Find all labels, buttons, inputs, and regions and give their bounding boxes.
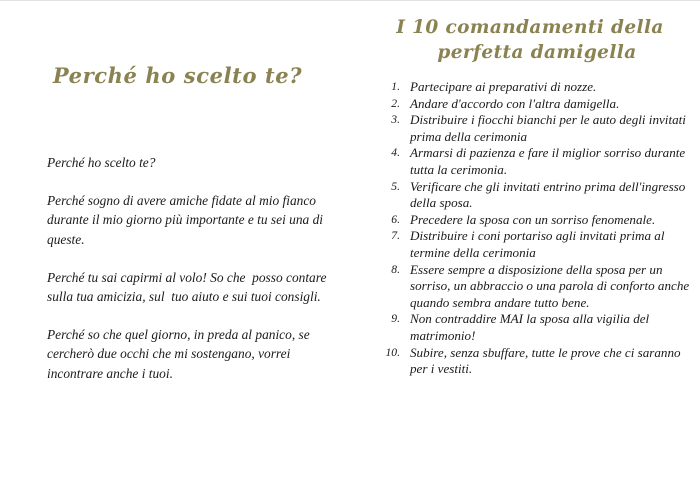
list-item-text: Subire, senza sbuffare, tutte le prove che ci saranno per i vestiti. [410, 344, 681, 377]
left-column-title: Perché ho scelto te? [52, 63, 303, 88]
list-item-number: 2. [391, 96, 400, 110]
list-item-number: 6. [391, 212, 400, 226]
list-item-text: Distribuire i coni portariso agli invitati prima al termine della cerimonia [410, 228, 665, 260]
list-item-text: Andare d'accordo con l'altra damigella. [410, 95, 620, 111]
left-paragraph: Perché ho scelto te? [47, 155, 156, 170]
list-item-number: 8. [391, 262, 400, 276]
list-item [374, 262, 700, 312]
commandments-list [374, 79, 700, 378]
list-item [374, 96, 700, 113]
left-paragraph: Perché tu sai capirmi al volo! So che posso contare sulla tua amicizia, sul tuo aiuto e sui tuoi consigli. [47, 269, 330, 305]
list-item [374, 311, 700, 344]
list-item-text: Verificare che gli invitati entrino prima dell'ingresso della sposa. [410, 178, 686, 211]
list-item-text: Distribuire i fiocchi bianchi per le auto degli invitati prima della cerimonia [410, 112, 686, 144]
left-paragraph: Perché sogno di avere amiche fidate al mio fianco durante il mio giorno più importante e tu sei una di queste. [47, 193, 327, 247]
right-column-title [360, 15, 700, 65]
left-paragraph: Perché so che quel giorno, in preda al panico, se cercherò due occhi che mi sostengano, vorrei incontrare anche i tuoi. [47, 327, 314, 381]
list-item [374, 145, 700, 178]
list-item-number: 7. [391, 229, 400, 243]
left-column-body [47, 153, 330, 383]
list-item-number: 9. [391, 312, 400, 326]
list-item-number: 3. [391, 113, 400, 127]
list-item-text: Partecipare ai preparativi di nozze. [410, 79, 597, 94]
list-item [374, 228, 700, 261]
list-item [374, 79, 700, 96]
list-item-text: Non contraddire MAI la sposa alla vigilia del matrimonio! [410, 311, 650, 343]
list-item [374, 179, 700, 212]
right-title-line-2: perfetta damigella [437, 42, 637, 63]
right-column [360, 1, 700, 495]
list-item-text: Armarsi di pazienza e fare il miglior sorriso durante tutta la cerimonia. [410, 145, 686, 177]
list-item [374, 112, 700, 145]
left-column [0, 1, 355, 495]
list-item-text: Essere sempre a disposizione della sposa per un sorriso, un abbraccio o una parola di conforto anche quando sembra andare tutto bene. [410, 261, 690, 310]
right-title-line-1: I 10 comandamenti della [396, 17, 664, 38]
list-item-number: 4. [391, 146, 400, 160]
list-item-text: Precedere la sposa con un sorriso fenomenale. [410, 211, 656, 227]
list-item-number: 5. [391, 179, 400, 193]
list-item [374, 345, 700, 378]
list-item-number: 1. [391, 80, 400, 93]
list-item [374, 212, 700, 229]
list-item-number: 10. [385, 345, 400, 359]
